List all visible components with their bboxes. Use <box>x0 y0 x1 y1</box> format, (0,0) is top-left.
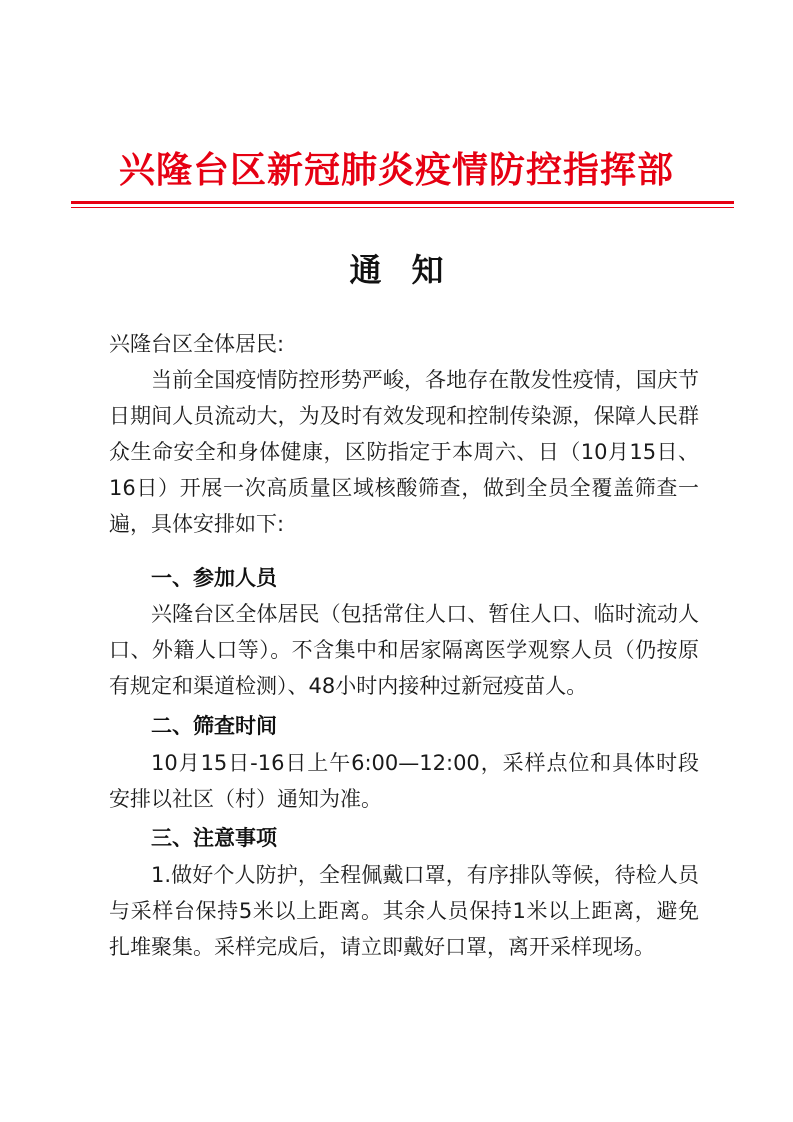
section-text-time: 10月15日-16日上午6:00—12:00，采样点位和具体时段安排以社区（村）通知为准。 <box>109 751 699 811</box>
section-heading-notes: 三、注意事项 <box>151 826 277 850</box>
section-text-notes: 1.做好个人防护，全程佩戴口罩，有序排队等候，待检人员与采样台保持5米以上距离。其余人员保持1米以上距离，避免扎堆聚集。采样完成后，请立即戴好口罩，离开采样现场。 <box>109 863 699 959</box>
header-divider-thin <box>71 207 734 208</box>
header-divider-thick <box>71 201 734 204</box>
section-heading-time: 二、筛查时间 <box>151 714 277 738</box>
salutation: 兴隆台区全体居民: <box>109 332 285 356</box>
document-title: 通知 <box>349 251 474 289</box>
organization-header: 兴隆台区新冠肺炎疫情防控指挥部 <box>118 149 674 191</box>
section-text-participants: 兴隆台区全体居民（包括常住人口、暂住人口、临时流动人口、外籍人口等）。不含集中和居家隔离医学观察人员（仍按原有规定和渠道检测）、48小时内接种过新冠疫苗人。 <box>109 602 699 698</box>
section-heading-participants: 一、参加人员 <box>151 566 277 590</box>
intro-paragraph: 当前全国疫情防控形势严峻，各地存在散发性疫情，国庆节日期间人员流动大，为及时有效发现和控制传染源，保障人民群众生命安全和身体健康，区防指定于本周六、日（10月15日、16日）开展一次高质量区域核酸筛查，做到全员全覆盖筛查一遍，具体安排如下: <box>109 368 699 536</box>
